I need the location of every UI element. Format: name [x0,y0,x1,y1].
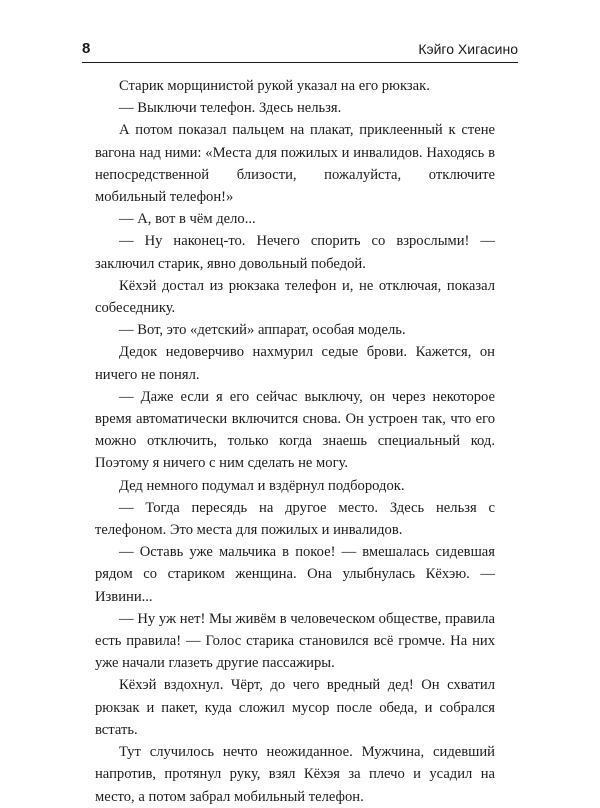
paragraph: Кёхэй достал из рюкзака телефон и, не отключая, показал собеседнику. [95,277,495,317]
paragraph: Дед немного подумал и вздёрнул подбородок. [119,477,405,494]
running-title: Кэйго Хигасино [418,41,518,57]
paragraph: Старик морщинистой рукой указал на его рюкзак. [119,78,430,94]
paragraph: — А, вот в чём дело... [119,211,256,228]
paragraph: — Даже если я его сейчас выключу, он через некоторое время автоматически включится снова. Он устроен так, что его можно отключить, только когда знаешь специальный код. Поэтому я ничего с ним сделать не могу. [95,388,495,472]
paragraph: Кёхэй вздохнул. Чёрт, до чего вредный дед! Он схватил рюкзак и пакет, куда сложил мусор после обеда, и собрался встать. [95,677,495,738]
paragraph: А потом показал пальцем на плакат, приклеенный к стене вагона над ними: «Места для пожилых и инвалидов. Находясь в непосредственной близости, пожалуйста, отключите мобильный телефон!» [95,122,495,206]
page-header [82,40,518,60]
paragraph: — Тогда пересядь на другое место. Здесь нельзя с телефоном. Это места для пожилых и инвалидов. [95,499,495,539]
paragraph: — Вот, это «детский» аппарат, особая модель. [119,322,406,339]
paragraph: — Выключи телефон. Здесь нельзя. [119,100,342,117]
paragraph: Тут случилось нечто неожиданное. Мужчина, сидевший напротив, протянул руку, взял Кёхэя за плечо и усадил на место, а потом забрал мобильный телефон. [95,744,495,805]
paragraph: — Оставь уже мальчика в покое! — вмешалась сидевшая рядом со стариком женщина. Она улыбнулась Кёхэю. — Извини... [95,544,495,605]
paragraph: — Ну уж нет! Мы живём в человеческом обществе, правила есть правила! — Голос старика становился всё громче. На них уже начали глазеть другие пассажиры. [95,610,495,672]
header-rule [82,62,518,63]
paragraph: Дедок недоверчиво нахмурил седые брови. Кажется, он ничего не понял. [95,344,495,383]
body-text [95,75,495,808]
paragraph: — Ну наконец-то. Нечего спорить со взрослыми! — заключил старик, явно довольный победой. [95,233,495,272]
page-number: 8 [82,40,91,57]
